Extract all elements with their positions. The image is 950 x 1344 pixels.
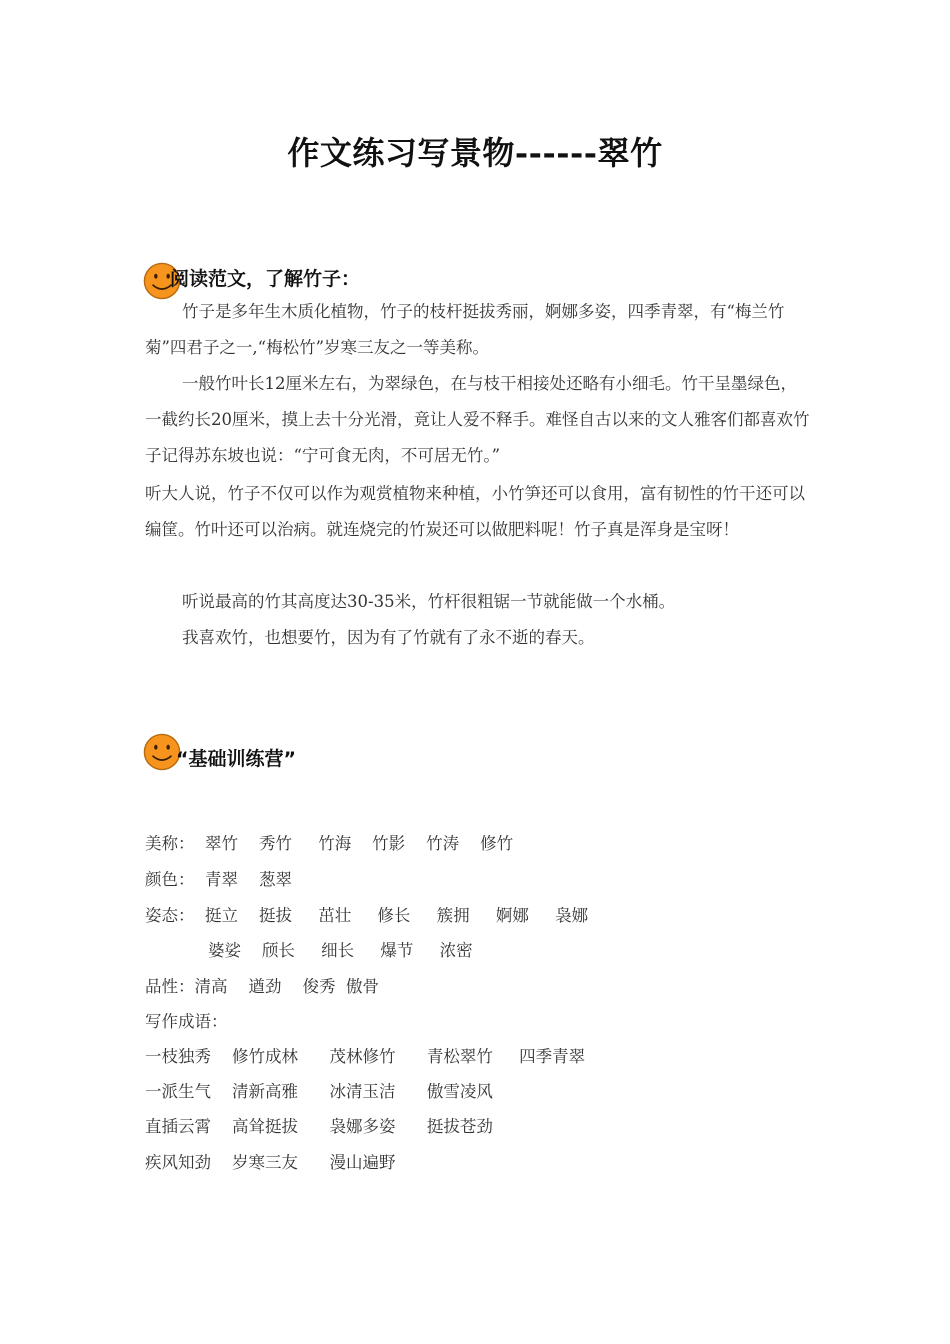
- page-title: 作文练习写景物------翠竹: [287, 134, 663, 172]
- word-list-line: 一派生气 清新高雅 冰清玉洁 傲雪凌风: [145, 1082, 493, 1101]
- word-list-line: 品性：清高 遒劲 俊秀 傲骨: [145, 977, 379, 996]
- word-list-line: 疾风知劲 岁寒三友 漫山遍野: [145, 1153, 396, 1172]
- word-list-line: 直插云霄 高耸挺拔 袅娜多姿 挺拔苍劲: [145, 1117, 493, 1136]
- word-list-line: 美称： 翠竹 秀竹 竹海 竹影 竹涛 修竹: [145, 834, 514, 853]
- paragraph: 听说最高的竹其高度达30-35米，竹杆很粗锯一节就能做一个水桶。: [182, 592, 676, 611]
- paragraph: 竹子是多年生木质化植物，竹子的枝杆挺拔秀丽，婀娜多姿，四季青翠，有“梅兰竹菊”四君子之一,“梅松竹”岁寒三友之一等美称。: [145, 302, 785, 357]
- section-heading-reading: 阅读范文，了解竹子：: [170, 268, 361, 290]
- paragraph: 一般竹叶长12厘米左右，为翠绿色，在与枝干相接处还略有小细毛。竹干呈墨绿色，一截约长20厘米，摸上去十分光滑，竟让人爱不释手。难怪自古以来的文人雅客们都喜欢竹子记得苏东坡也说：“宁可食无肉，不可居无竹。”: [145, 374, 810, 465]
- paragraph: 我喜欢竹，也想要竹，因为有了竹就有了永不逝的春天。: [182, 628, 595, 647]
- word-list-line: 颜色： 青翠 葱翠: [145, 870, 292, 889]
- section-heading-training: “基础训练营”: [176, 748, 296, 770]
- word-list-line: 一枝独秀 修竹成林 茂林修竹 青松翠竹 四季青翠: [145, 1047, 586, 1066]
- word-list-line: 婆娑 颀长 细长 爆节 浓密: [145, 941, 473, 960]
- word-list-line: 写作成语：: [145, 1012, 228, 1031]
- paragraph: 听大人说，竹子不仅可以作为观赏植物来种植，小竹笋还可以食用，富有韧性的竹干还可以编筐。竹叶还可以治病。就连烧完的竹炭还可以做肥料呢！竹子真是浑身是宝呀！: [145, 484, 805, 539]
- word-list-line: 姿态： 挺立 挺拔 茁壮 修长 簇拥 婀娜 袅娜: [145, 906, 589, 925]
